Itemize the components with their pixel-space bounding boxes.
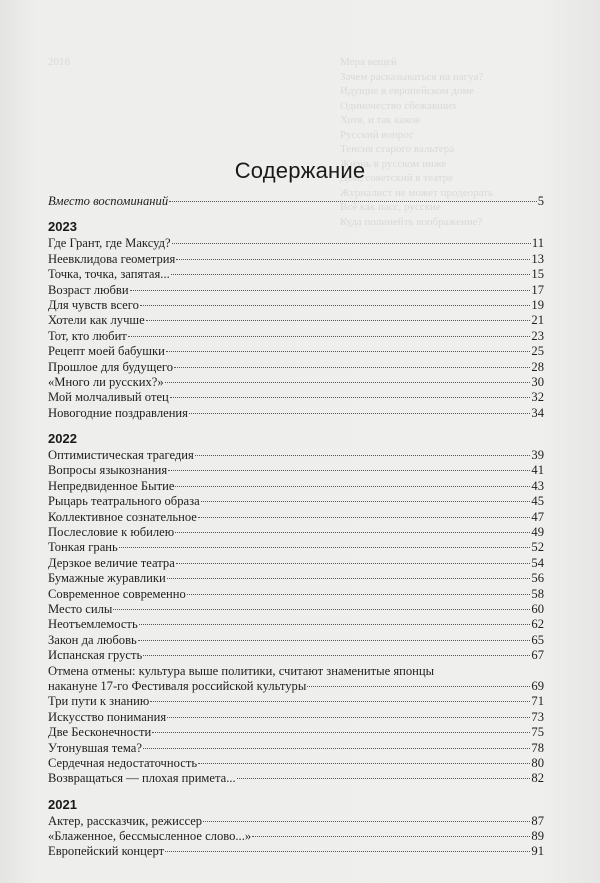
- show-through-line: Зачем расказываться на нагуа?: [340, 70, 484, 83]
- toc-entry[interactable]: [48, 571, 544, 586]
- toc-entry[interactable]: [48, 298, 544, 313]
- toc-entry-title: Бумажные журавлики: [48, 571, 166, 586]
- toc-entry-page: 75: [531, 725, 544, 740]
- toc-entry-title: Коллективное сознательное: [48, 509, 197, 524]
- toc-entry[interactable]: [48, 829, 544, 844]
- toc-entry-title: Послесловие к юбилею: [48, 525, 175, 540]
- toc-entry-title: Новогодние поздравления: [48, 405, 188, 420]
- show-through-line: Хотя, и так каков: [340, 114, 420, 126]
- toc-entry-page: 45: [531, 494, 544, 509]
- toc-entry-page: 71: [531, 694, 544, 709]
- toc-entry-page: 67: [531, 648, 544, 663]
- toc-entry-page: 28: [531, 359, 544, 374]
- toc-entry[interactable]: [48, 844, 544, 859]
- leader-dots: [169, 201, 537, 202]
- leader-dots: [175, 486, 530, 487]
- leader-dots: [140, 305, 531, 306]
- show-through-line: Журналист не может продеорать: [340, 186, 494, 199]
- leader-dots: [168, 470, 530, 471]
- toc-entry-page: 54: [531, 555, 544, 570]
- show-through-line: Куда полинейть воображение?: [340, 215, 483, 228]
- toc-entry-page: 21: [531, 313, 544, 328]
- toc-entry[interactable]: [48, 814, 544, 829]
- toc-entry[interactable]: [48, 329, 544, 344]
- toc-entry-title: «Много ли русских?»: [48, 374, 164, 389]
- leader-dots: [143, 748, 530, 749]
- toc-entry-title: Сердечная недостаточность: [48, 755, 198, 770]
- toc-entry-page: 82: [531, 771, 544, 786]
- toc-entry[interactable]: [48, 756, 544, 771]
- toc-entry-page: 91: [531, 844, 544, 859]
- toc-entry[interactable]: [48, 510, 544, 525]
- leader-dots: [167, 578, 531, 579]
- toc-entry-title: Отмена отмены: культура выше политики, считают знаменитые японцы: [48, 663, 435, 678]
- toc-entry-page: 23: [531, 328, 544, 343]
- toc-entry-page: 13: [531, 251, 544, 266]
- toc-entry-page: 17: [531, 282, 544, 297]
- show-through-line: Идущие в европейском доме: [340, 85, 475, 97]
- toc-entry-title: Современное современно: [48, 586, 186, 601]
- toc-entry-page: 69: [531, 678, 544, 693]
- toc-entry-title: Рецепт моей бабушки: [48, 344, 165, 359]
- toc-entry-title: Оптимистическая трагедия: [48, 448, 194, 463]
- leader-dots: [143, 655, 530, 656]
- toc-entry-page: 65: [531, 632, 544, 647]
- toc-entry-continuation[interactable]: [48, 679, 544, 694]
- toc-entry[interactable]: [48, 525, 544, 540]
- toc-entry[interactable]: [48, 236, 544, 251]
- leader-dots: [237, 778, 531, 779]
- toc-entry[interactable]: [48, 741, 544, 756]
- leader-dots: [150, 701, 530, 702]
- toc-entry[interactable]: [48, 540, 544, 555]
- leader-dots: [146, 320, 531, 321]
- leader-dots: [201, 501, 531, 502]
- toc-entry-page: 32: [531, 390, 544, 405]
- leader-dots: [172, 243, 531, 244]
- toc-entry-title: Возраст любви: [48, 282, 129, 297]
- leader-dots: [128, 336, 531, 337]
- toc-entry-page: 80: [531, 755, 544, 770]
- toc-entry-page: 60: [531, 601, 544, 616]
- toc-entry[interactable]: [48, 710, 544, 725]
- leader-dots: [307, 686, 530, 687]
- toc-entry[interactable]: [48, 633, 544, 648]
- toc-entry-page: 41: [531, 463, 544, 478]
- show-through-line: Всё как пасс, русские: [340, 201, 441, 213]
- toc-entry-page: 58: [531, 586, 544, 601]
- toc-entry-title: Где Грант, где Максуд?: [48, 236, 171, 251]
- toc-entry[interactable]: [48, 587, 544, 602]
- toc-entry-page: 89: [531, 829, 544, 844]
- leader-dots: [167, 717, 530, 718]
- leader-dots: [189, 413, 530, 414]
- toc-entry[interactable]: [48, 390, 544, 405]
- toc-entry-intro[interactable]: [48, 194, 544, 209]
- leader-dots: [195, 455, 531, 456]
- year-heading-2022: 2022: [48, 431, 77, 447]
- leader-dots: [170, 397, 531, 398]
- toc-entry-title: «Блаженное, бессмысленное слово...»: [48, 829, 252, 844]
- year-heading-2023: 2023: [48, 219, 77, 235]
- leader-dots: [138, 640, 531, 641]
- toc-entry[interactable]: [48, 694, 544, 709]
- leader-dots: [176, 563, 531, 564]
- toc-entry-page: 49: [531, 525, 544, 540]
- toc-entry-title: Вместо воспоминаний: [48, 194, 169, 208]
- toc-entry[interactable]: [48, 617, 544, 632]
- toc-entry-title: Место силы: [48, 601, 113, 616]
- table-of-contents: [48, 194, 544, 860]
- toc-entry-page: 30: [531, 374, 544, 389]
- show-through-line: Дом, советский в театре: [340, 172, 454, 184]
- toc-entry[interactable]: [48, 602, 544, 617]
- toc-entry-title: Неевклидова геометрия: [48, 251, 176, 266]
- leader-dots: [176, 259, 530, 260]
- leader-dots: [130, 290, 531, 291]
- toc-entry-page: 39: [531, 448, 544, 463]
- page-title: Содержание: [234, 158, 366, 183]
- leader-dots: [165, 382, 531, 383]
- toc-entry[interactable]: [48, 313, 544, 328]
- leader-dots: [203, 821, 530, 822]
- leader-dots: [171, 274, 531, 275]
- toc-entry-page: 15: [531, 267, 544, 282]
- toc-entry[interactable]: [48, 771, 544, 786]
- toc-entry[interactable]: [48, 664, 544, 679]
- toc-entry-page: 19: [531, 297, 544, 312]
- toc-entry[interactable]: [48, 479, 544, 494]
- show-through-line: Мера вещей: [340, 56, 397, 68]
- toc-entry-page: 78: [531, 740, 544, 755]
- toc-entry-title: Европейский концерт: [48, 844, 165, 859]
- leader-dots: [139, 624, 531, 625]
- leader-dots: [252, 836, 530, 837]
- toc-entry-title: накануне 17-го Фестиваля российской культуры: [48, 678, 307, 693]
- toc-entry-page: 62: [531, 617, 544, 632]
- toc-entry-page: 47: [531, 509, 544, 524]
- toc-entry-title: Утонувшая тема?: [48, 740, 142, 755]
- toc-entry[interactable]: [48, 648, 544, 663]
- leader-dots: [152, 732, 530, 733]
- toc-entry-title: Испанская грусть: [48, 648, 143, 663]
- leader-dots: [165, 851, 530, 852]
- toc-entry-page: 87: [531, 813, 544, 828]
- toc-entry-page: 34: [531, 405, 544, 420]
- toc-entry-title: Для чувств всего: [48, 297, 139, 312]
- toc-entry-title: Неотъемлемость: [48, 617, 138, 632]
- toc-entry[interactable]: [48, 344, 544, 359]
- year-heading-2021: 2021: [48, 796, 77, 812]
- toc-entry-title: Вопросы языкознания: [48, 463, 168, 478]
- toc-entry-page: 43: [531, 478, 544, 493]
- toc-entry-title: Тонкая грань: [48, 540, 118, 555]
- show-through-line: Тенсия старого вальтера: [340, 143, 455, 155]
- toc-entry[interactable]: [48, 556, 544, 571]
- toc-entry-page: 11: [531, 236, 544, 251]
- leader-dots: [198, 517, 531, 518]
- toc-entry-page: 73: [531, 709, 544, 724]
- toc-entry-title: Мой молчаливый отец: [48, 390, 169, 405]
- toc-entry-title: Прошлое для будущего: [48, 359, 174, 374]
- toc-entry-page: 5: [537, 194, 544, 208]
- show-through-line: Одиночество сбежавших: [340, 99, 458, 112]
- toc-entry[interactable]: [48, 494, 544, 509]
- toc-entry[interactable]: [48, 283, 544, 298]
- leader-dots: [198, 763, 530, 764]
- show-through-line: Жизнь в русском ниже: [340, 157, 447, 170]
- toc-entry-title: Рыцарь театрального образа: [48, 494, 200, 509]
- toc-entry-title: Непредвиденное Бытие: [48, 478, 175, 493]
- toc-entry[interactable]: [48, 375, 544, 390]
- toc-entry[interactable]: [48, 252, 544, 267]
- leader-dots: [119, 547, 531, 548]
- show-through-line: Русский вопрос: [340, 128, 414, 141]
- toc-entry-page: 56: [531, 571, 544, 586]
- toc-entry[interactable]: [48, 360, 544, 375]
- toc-entry-title: Актер, рассказчик, режиссер: [48, 813, 203, 828]
- leader-dots: [166, 351, 531, 352]
- toc-entry-page: 52: [531, 540, 544, 555]
- toc-entry[interactable]: [48, 267, 544, 282]
- toc-entry-title: Хотели как лучше: [48, 313, 145, 328]
- toc-entry-title: Точка, точка, запятая...: [48, 267, 170, 282]
- toc-entry-title: Закон да любовь: [48, 632, 137, 647]
- toc-entry-title: Искусство понимания: [48, 709, 167, 724]
- toc-entry-title: Дерзкое величие театра: [48, 555, 175, 570]
- show-through-line: 2018: [48, 56, 70, 68]
- toc-entry[interactable]: [48, 725, 544, 740]
- toc-entry-title: Три пути к знанию: [48, 694, 150, 709]
- leader-dots: [113, 609, 530, 610]
- show-through-left: [48, 55, 288, 70]
- toc-entry[interactable]: [48, 406, 544, 421]
- toc-entry-title: Две Бесконечности: [48, 725, 152, 740]
- toc-entry-page: 25: [531, 344, 544, 359]
- leader-dots: [174, 367, 530, 368]
- toc-entry[interactable]: [48, 448, 544, 463]
- toc-entry-title: Тот, кто любит: [48, 328, 127, 343]
- toc-entry[interactable]: [48, 463, 544, 478]
- leader-dots: [175, 532, 530, 533]
- toc-entry-title: Возвращаться — плохая примета...: [48, 771, 236, 786]
- leader-dots: [187, 594, 531, 595]
